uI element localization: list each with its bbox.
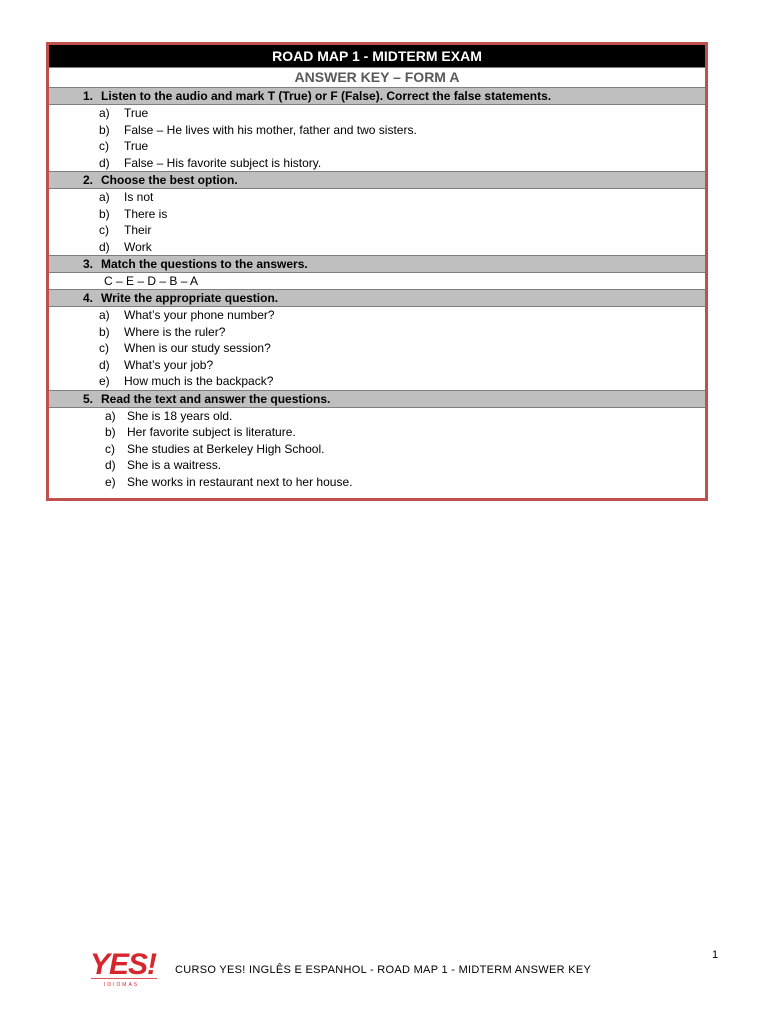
answer-text: She works in restaurant next to her house. xyxy=(127,474,353,489)
answer-letter: d) xyxy=(99,155,110,170)
answer-item xyxy=(49,155,705,172)
answer-item xyxy=(49,441,705,458)
answer-letter: b) xyxy=(99,122,110,137)
question-prompt: Listen to the audio and mark T (True) or F (False). Correct the false statements. xyxy=(101,89,552,103)
answer-letter: a) xyxy=(105,408,116,423)
answer-item xyxy=(49,307,705,324)
answer-item xyxy=(49,138,705,155)
answer-item xyxy=(49,357,705,374)
answer-text: False – He lives with his mother, father and two sisters. xyxy=(124,122,417,137)
question-header-3 xyxy=(49,255,705,273)
question-number: 3. xyxy=(82,257,93,271)
answer-key-table xyxy=(46,42,708,501)
answer-letter: d) xyxy=(105,458,116,472)
question-prompt: Read the text and answer the questions. xyxy=(101,391,331,406)
answer-text: What’s your phone number? xyxy=(124,308,275,322)
answers-list-2 xyxy=(49,189,705,255)
question-header-5 xyxy=(49,390,705,408)
matching-answer-line: C – E – D – B – A xyxy=(104,274,199,288)
answer-item xyxy=(49,373,705,390)
exam-title: ROAD MAP 1 - MIDTERM EXAM xyxy=(49,45,705,68)
answer-text: There is xyxy=(124,206,168,221)
answer-letter: a) xyxy=(99,106,110,120)
answer-letter: c) xyxy=(99,341,109,355)
answer-text: Their xyxy=(124,223,152,237)
answers-list-1 xyxy=(49,105,705,171)
table-bottom-padding xyxy=(49,490,705,498)
question-prompt: Write the appropriate question. xyxy=(101,291,279,305)
answer-text: True xyxy=(124,139,149,153)
answer-text: When is our study session? xyxy=(124,341,271,355)
answer-letter: b) xyxy=(99,324,110,339)
question-header-1 xyxy=(49,88,705,105)
answer-item xyxy=(49,474,705,491)
answer-letter: d) xyxy=(99,239,110,254)
answer-text: Her favorite subject is literature. xyxy=(127,425,296,439)
question-prompt: Choose the best option. xyxy=(101,173,238,187)
logo-subtext: IDIOMAS xyxy=(104,982,140,988)
question-number: 2. xyxy=(82,173,93,187)
answer-letter: e) xyxy=(99,374,110,388)
answer-text: Work xyxy=(124,239,152,254)
footer-caption: CURSO YES! INGLÊS E ESPANHOL - ROAD MAP 1 - MIDTERM ANSWER KEY xyxy=(175,964,592,976)
answer-item xyxy=(49,239,705,256)
answer-item xyxy=(49,122,705,139)
answer-letter: b) xyxy=(99,206,110,221)
answers-list-5 xyxy=(49,408,705,491)
answer-text: Is not xyxy=(124,190,154,204)
answer-text: True xyxy=(124,106,149,120)
answer-letter: e) xyxy=(105,474,116,489)
answer-text: False – His favorite subject is history. xyxy=(124,155,322,170)
answer-item xyxy=(49,222,705,239)
answer-letter: c) xyxy=(99,139,109,153)
yes-idiomas-logo xyxy=(89,948,159,988)
question-prompt: Match the questions to the answers. xyxy=(101,257,308,271)
answer-item xyxy=(49,324,705,341)
question-number: 5. xyxy=(82,391,93,406)
answer-letter: b) xyxy=(105,425,116,439)
question-header-2 xyxy=(49,171,705,189)
answer-text: She studies at Berkeley High School. xyxy=(127,441,325,456)
answer-text: What’s your job? xyxy=(124,357,214,372)
question-number: 1. xyxy=(82,89,93,103)
logo-text: YES! xyxy=(90,948,157,981)
page-footer xyxy=(0,948,768,988)
answer-letter: c) xyxy=(99,223,109,237)
answer-item xyxy=(49,105,705,122)
answer-item xyxy=(49,424,705,441)
answer-letter: a) xyxy=(99,190,110,204)
answer-letter: c) xyxy=(105,441,115,456)
question-number: 4. xyxy=(82,291,93,305)
answer-text: Where is the ruler? xyxy=(124,324,226,339)
answer-item xyxy=(49,206,705,223)
answer-item xyxy=(49,340,705,357)
answer-item xyxy=(49,408,705,425)
answer-text: She is 18 years old. xyxy=(127,408,233,423)
answer-text: How much is the backpack? xyxy=(124,374,274,388)
page-number: 1 xyxy=(712,949,719,961)
answer-letter: a) xyxy=(99,308,110,322)
answer-text: She is a waitress. xyxy=(127,458,222,472)
answer-key-subtitle: ANSWER KEY – FORM A xyxy=(49,68,705,88)
answer-item xyxy=(49,457,705,474)
question-header-4 xyxy=(49,289,705,307)
answers-list-4 xyxy=(49,307,705,390)
answer-letter: d) xyxy=(99,357,110,372)
answer-item xyxy=(49,189,705,206)
